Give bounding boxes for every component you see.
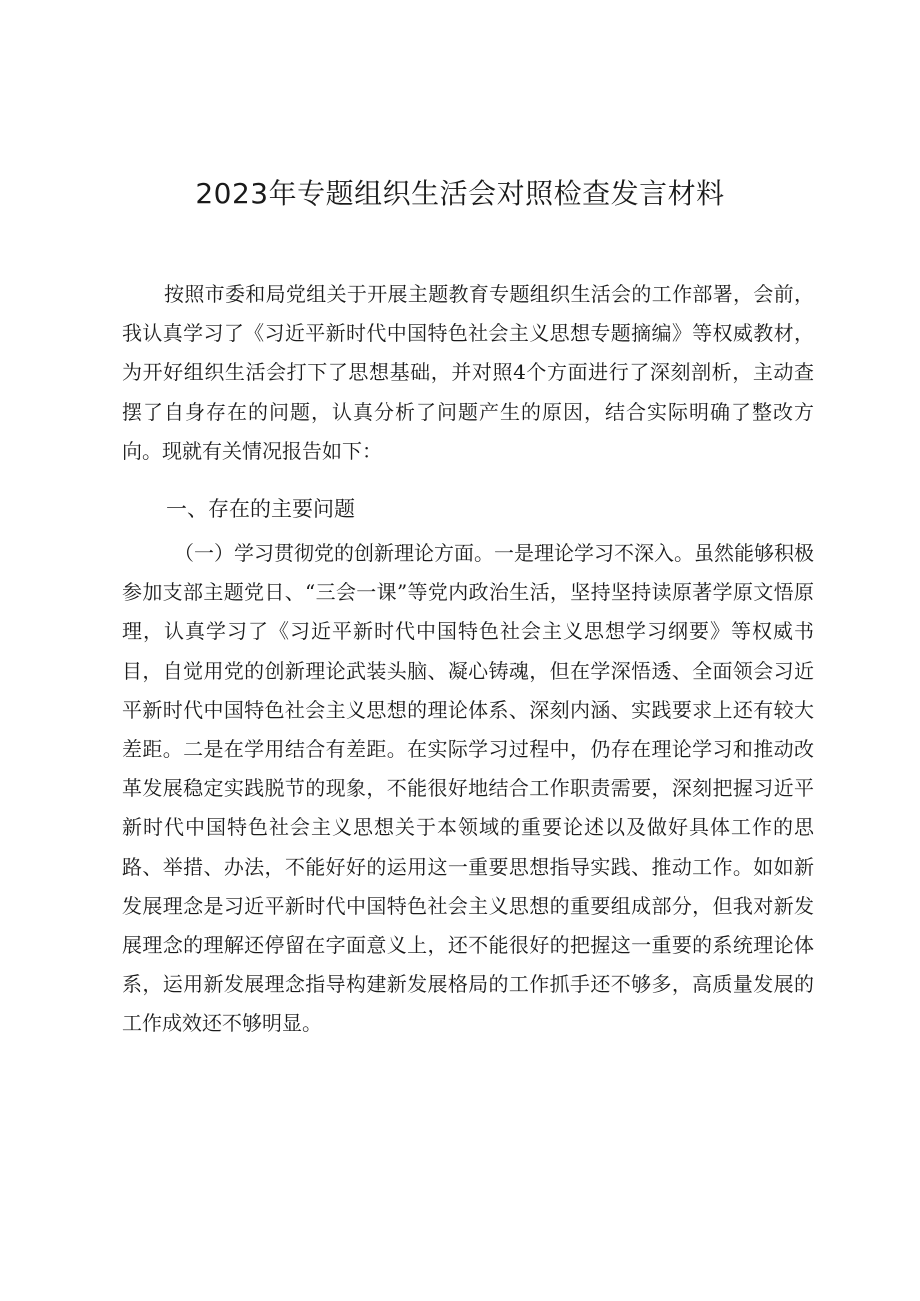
- document-title: 2023年专题组织生活会对照检查发言材料: [195, 177, 725, 210]
- intro-paragraph: 按照市委和局党组关于开展主题教育专题组织生活会的工作部署，会前，我认真学习了《习近平新时代中国特色社会主义思想专题摘编》等权威教材，为开好组织生活会打下了思想基础，并对照4个方面进行了深刻剖析，主动查摆了自身存在的问题，认真分析了问题产生的原因，结合实际明确了整改方向。现就有关情况报告如下：: [122, 282, 814, 463]
- section-heading: 一、存在的主要问题: [166, 497, 355, 521]
- body-paragraph: （一）学习贯彻党的创新理论方面。一是理论学习不深入。虽然能够积极参加支部主题党日、“三会一课”等党内政治生活，坚持坚持读原著学原文悟原理，认真学习了《习近平新时代中国特色社会主义思想学习纲要》等权威书目，自觉用党的创新理论武装头脑、凝心铸魂，但在学深悟透、全面领会习近平新时代中国特色社会主义思想的理论体系、深刻内涵、实践要求上还有较大差距。二是在学用结合有差距。在实际学习过程中，仍存在理论学习和推动改革发展稳定实践脱节的现象，不能很好地结合工作职责需要，深刻把握习近平新时代中国特色社会主义思想关于本领域的重要论述以及做好具体工作的思路、举措、办法，不能好好的运用这一重要思想指导实践、推动工作。如如新发展理念是习近平新时代中国特色社会主义思想的重要组成部分，但我对新发展理念的理解还停留在字面意义上，还不能很好的把握这一重要的系统理论体系，运用新发展理念指导构建新发展格局的工作抓手还不够多，高质量发展的工作成效还不够明显。: [122, 541, 814, 1036]
